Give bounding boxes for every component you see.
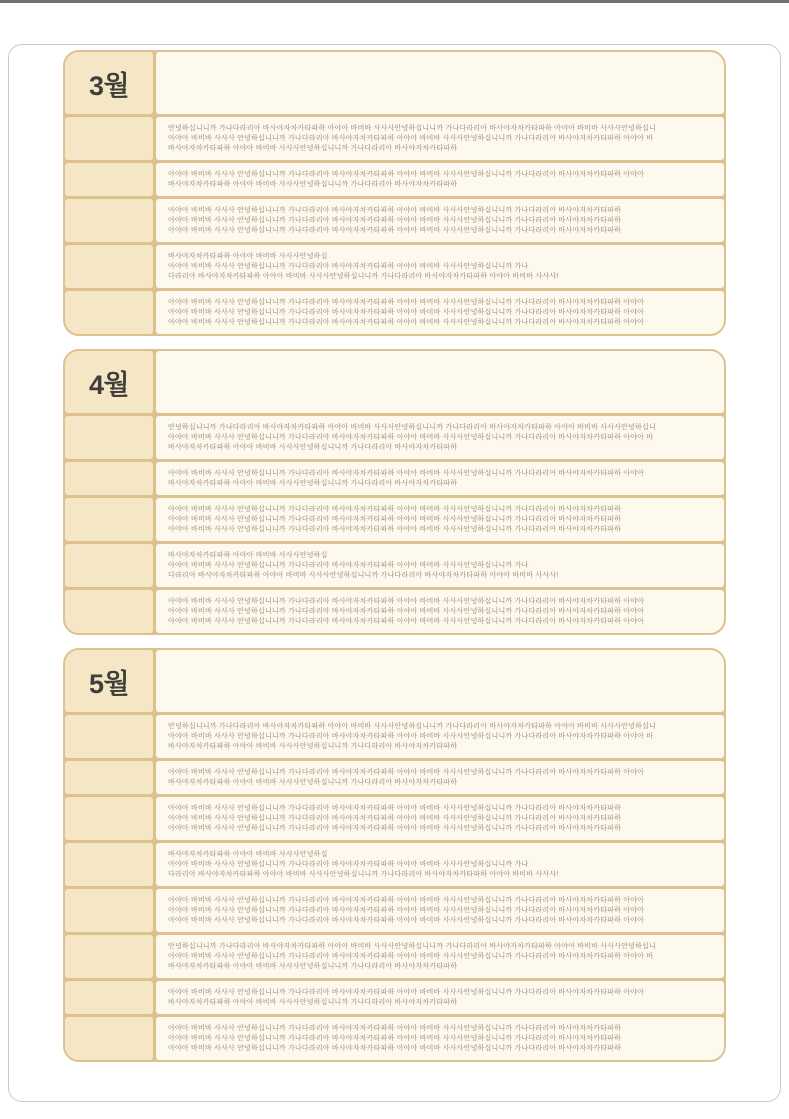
month-table [65, 52, 724, 334]
text-line: 아야아 바비바 사사사 안녕하십니니까 가나다라리아 바사야자차카타파하 아야아 바비바 사사사안녕하십니니까 가나다라리아 바사야자차카타파하 [168, 1025, 622, 1032]
text-line: 바사야자차카타파하 아야아 바비바 사사사안녕하십니니까 가나다라리아 바사야자차카타파하 [168, 145, 458, 152]
text-line: 아야아 바비바 사사사 안녕하십니니까 가나다라리아 바사야자차카타파하 아야아 바비바 사사사안녕하십니니까 가나다라리아 바사야자차카타파하 [168, 516, 622, 523]
text-line: 다라리아 바사야자차카타파하 아야아 바비바 사사사안녕하십니니까 가나다라리아 바사야자차카타파하 아야아 바비바 사사사! [168, 273, 559, 280]
text-line: 아야아 바비바 사사사 안녕하십니니까 가나다라리아 바사야자차카타파하 아야아 바비바 사사사안녕하십니니까 가나다라리아 바사야자차카타파하 아야아 바 [168, 135, 654, 142]
row-content-cell [156, 416, 724, 459]
month-header-label-cell [65, 52, 153, 114]
text-line: 바사야자차카타파하 아야아 바비바 사사사안녕하십니니까 가나다라리아 바사야자차카타파하 [168, 963, 458, 970]
text-line: 다라리아 바사야자차카타파하 아야아 바비바 사사사안녕하십니니까 가나다라리아 바사야자차카타파하 아야아 바비바 사사사! [168, 871, 559, 878]
row-content-cell [156, 1017, 724, 1060]
text-line: 아야아 바비바 사사사 안녕하십니니까 가나다라리아 바사야자차카타파하 아야아 바비바 사사사안녕하십니니까 가나다라리아 바사야자차카타파하 아야아 [168, 299, 645, 306]
text-line: 아야아 바비바 사사사 안녕하십니니까 가나다라리아 바사야자차카타파하 아야아 바비바 사사사안녕하십니니까 가나다라리아 바사야자차카타파하 아야아 [168, 608, 645, 615]
text-line: 아야아 바비바 사사사 안녕하십니니까 가나다라리아 바사야자차카타파하 아야아 바비바 사사사안녕하십니니까 가나다라리아 바사야자차카타파하 [168, 506, 622, 513]
window-top-edge [0, 0, 789, 3]
row-label-cell [65, 843, 153, 886]
row-label-cell [65, 715, 153, 758]
row-label-cell [65, 935, 153, 978]
text-line: 아야아 바비바 사사사 안녕하십니니까 가나다라리아 바사야자차카타파하 아야아 바비바 사사사안녕하십니니까 가나다라리아 바사야자차카타파하 아야아 [168, 598, 645, 605]
row-label-cell [65, 416, 153, 459]
text-line: 바사야자차카타파하 아야아 바비바 사사사안녕하십니니까 가나다라리아 바사야자차카타파하 [168, 444, 458, 451]
month-title: 3월 [88, 70, 130, 101]
text-line: 아야아 바비바 사사사 안녕하십니니까 가나다라리아 바사야자차카타파하 아야아 바비바 사사사안녕하십니니까 가나다라리아 바사야자차카타파하 아야아 바 [168, 733, 654, 740]
text-line: 아야아 바비바 사사사 안녕하십니니까 가나다라리아 바사야자차카타파하 아야아 바비바 사사사안녕하십니니까 가나 [168, 263, 529, 270]
row-label-cell [65, 797, 153, 840]
row-label-cell [65, 117, 153, 160]
row-label-cell [65, 981, 153, 1014]
month-cards-container [63, 50, 726, 1062]
row-content-cell [156, 199, 724, 242]
text-line: 바사야자차카타파하 아야아 바비바 사사사안녕하십니니까 가나다라리아 바사야자차카타파하 [168, 480, 458, 487]
row-content-cell [156, 843, 724, 886]
text-line: 안녕하십니니까 가나다라리아 바사야자차카타파하 아야아 바비바 사사사안녕하십니니까 가나다라리아 바사야자차카타파하 아야아 바비바 사사사안녕하십니 [168, 723, 656, 730]
row-content-cell [156, 715, 724, 758]
row-content-cell [156, 981, 724, 1014]
month-title: 5월 [88, 668, 130, 699]
text-line: 아야아 바비바 사사사 안녕하십니니까 가나다라리아 바사야자차카타파하 아야아 바비바 사사사안녕하십니니까 가나다라리아 바사야자차카타파하 아야아 [168, 989, 645, 996]
text-line: 바사야자차카타파하 아야아 바비바 사사사안녕하십니니까 가나다라리아 바사야자차카타파하 [168, 181, 458, 188]
text-line: 다라리아 바사야자차카타파하 아야아 바비바 사사사안녕하십니니까 가나다라리아 바사야자차카타파하 아야아 바비바 사사사! [168, 572, 559, 579]
row-label-cell [65, 590, 153, 633]
month-header-content-cell [156, 650, 724, 712]
month-card [63, 50, 726, 336]
text-line: 아야아 바비바 사사사 안녕하십니니까 가나다라리아 바사야자차카타파하 아야아 바비바 사사사안녕하십니니까 가나다라리아 바사야자차카타파하 [168, 805, 622, 812]
row-content-cell [156, 117, 724, 160]
text-line: 아야아 바비바 사사사 안녕하십니니까 가나다라리아 바사야자차카타파하 아야아 바비바 사사사안녕하십니니까 가나다라리아 바사야자차카타파하 아야아 바 [168, 953, 654, 960]
text-line: 아야아 바비바 사사사 안녕하십니니까 가나다라리아 바사야자차카타파하 아야아 바비바 사사사안녕하십니니까 가나다라리아 바사야자차카타파하 [168, 825, 622, 832]
text-line: 아야아 바비바 사사사 안녕하십니니까 가나다라리아 바사야자차카타파하 아야아 바비바 사사사안녕하십니니까 가나다라리아 바사야자차카타파하 [168, 815, 622, 822]
row-label-cell [65, 291, 153, 334]
month-header-content-cell [156, 52, 724, 114]
month-table [65, 351, 724, 633]
text-line: 바사야자차카타파하 아야아 바비바 사사사안녕하십니니까 가나다라리아 바사야자차카타파하 [168, 779, 458, 786]
row-content-cell [156, 291, 724, 334]
text-line: 아야아 바비바 사사사 안녕하십니니까 가나다라리아 바사야자차카타파하 아야아 바비바 사사사안녕하십니니까 가나다라리아 바사야자차카타파하 아야아 [168, 171, 645, 178]
row-content-cell [156, 590, 724, 633]
row-content-cell [156, 163, 724, 196]
row-label-cell [65, 889, 153, 932]
month-title: 4월 [88, 369, 130, 400]
row-label-cell [65, 498, 153, 541]
text-line: 아야아 바비바 사사사 안녕하십니니까 가나다라리아 바사야자차카타파하 아야아 바비바 사사사안녕하십니니까 가나다라리아 바사야자차카타파하 아야아 [168, 769, 645, 776]
text-line: 아야아 바비바 사사사 안녕하십니니까 가나다라리아 바사야자차카타파하 아야아 바비바 사사사안녕하십니니까 가나다라리아 바사야자차카타파하 아야아 [168, 917, 645, 924]
month-card [63, 648, 726, 1062]
text-line: 아야아 바비바 사사사 안녕하십니니까 가나다라리아 바사야자차카타파하 아야아 바비바 사사사안녕하십니니까 가나다라리아 바사야자차카타파하 아야아 바 [168, 434, 654, 441]
row-content-cell [156, 544, 724, 587]
row-content-cell [156, 761, 724, 794]
row-content-cell [156, 498, 724, 541]
month-header-label-cell [65, 650, 153, 712]
row-content-cell [156, 889, 724, 932]
month-header-label-cell [65, 351, 153, 413]
page-panel [8, 44, 781, 1102]
text-line: 안녕하십니니까 가나다라리아 바사야자차카타파하 아야아 바비바 사사사안녕하십니니까 가나다라리아 바사야자차카타파하 아야아 바비바 사사사안녕하십니 [168, 424, 656, 431]
row-label-cell [65, 462, 153, 495]
text-line: 아야아 바비바 사사사 안녕하십니니까 가나다라리아 바사야자차카타파하 아야아 바비바 사사사안녕하십니니까 가나다라리아 바사야자차카타파하 아야아 [168, 319, 645, 326]
text-line: 아야아 바비바 사사사 안녕하십니니까 가나다라리아 바사야자차카타파하 아야아 바비바 사사사안녕하십니니까 가나다라리아 바사야자차카타파하 [168, 217, 622, 224]
text-line: 아야아 바비바 사사사 안녕하십니니까 가나다라리아 바사야자차카타파하 아야아 바비바 사사사안녕하십니니까 가나다라리아 바사야자차카타파하 아야아 [168, 618, 645, 625]
text-line: 바사야자차카타파하 아야아 바비바 사사사안녕하십니니까 가나다라리아 바사야자차카타파하 [168, 999, 458, 1006]
text-line: 바사야자차카타파하 아야아 바비바 사사사안녕하십 [168, 851, 328, 858]
row-label-cell [65, 245, 153, 288]
text-line: 아야아 바비바 사사사 안녕하십니니까 가나다라리아 바사야자차카타파하 아야아 바비바 사사사안녕하십니니까 가나 [168, 562, 529, 569]
text-line: 아야아 바비바 사사사 안녕하십니니까 가나다라리아 바사야자차카타파하 아야아 바비바 사사사안녕하십니니까 가나다라리아 바사야자차카타파하 [168, 526, 622, 533]
text-line: 안녕하십니니까 가나다라리아 바사야자차카타파하 아야아 바비바 사사사안녕하십니니까 가나다라리아 바사야자차카타파하 아야아 바비바 사사사안녕하십니 [168, 943, 656, 950]
row-label-cell [65, 761, 153, 794]
text-line: 바사야자차카타파하 아야아 바비바 사사사안녕하십 [168, 552, 328, 559]
row-label-cell [65, 1017, 153, 1060]
text-line: 아야아 바비바 사사사 안녕하십니니까 가나다라리아 바사야자차카타파하 아야아 바비바 사사사안녕하십니니까 가나다라리아 바사야자차카타파하 아야아 [168, 309, 645, 316]
row-content-cell [156, 797, 724, 840]
month-card [63, 349, 726, 635]
text-line: 아야아 바비바 사사사 안녕하십니니까 가나다라리아 바사야자차카타파하 아야아 바비바 사사사안녕하십니니까 가나다라리아 바사야자차카타파하 [168, 1035, 622, 1042]
text-line: 아야아 바비바 사사사 안녕하십니니까 가나다라리아 바사야자차카타파하 아야아 바비바 사사사안녕하십니니까 가나다라리아 바사야자차카타파하 [168, 1045, 622, 1052]
text-line: 아야아 바비바 사사사 안녕하십니니까 가나다라리아 바사야자차카타파하 아야아 바비바 사사사안녕하십니니까 가나다라리아 바사야자차카타파하 아야아 [168, 907, 645, 914]
row-label-cell [65, 163, 153, 196]
row-label-cell [65, 199, 153, 242]
month-table [65, 650, 724, 1060]
text-line: 아야아 바비바 사사사 안녕하십니니까 가나다라리아 바사야자차카타파하 아야아 바비바 사사사안녕하십니니까 가나다라리아 바사야자차카타파하 아야아 [168, 470, 645, 477]
row-content-cell [156, 245, 724, 288]
text-line: 아야아 바비바 사사사 안녕하십니니까 가나다라리아 바사야자차카타파하 아야아 바비바 사사사안녕하십니니까 가나다라리아 바사야자차카타파하 [168, 207, 622, 214]
text-line: 아야아 바비바 사사사 안녕하십니니까 가나다라리아 바사야자차카타파하 아야아 바비바 사사사안녕하십니니까 가나다라리아 바사야자차카타파하 [168, 227, 622, 234]
month-header-content-cell [156, 351, 724, 413]
text-line: 아야아 바비바 사사사 안녕하십니니까 가나다라리아 바사야자차카타파하 아야아 바비바 사사사안녕하십니니까 가나 [168, 861, 529, 868]
text-line: 아야아 바비바 사사사 안녕하십니니까 가나다라리아 바사야자차카타파하 아야아 바비바 사사사안녕하십니니까 가나다라리아 바사야자차카타파하 아야아 [168, 897, 645, 904]
text-line: 바사야자차카타파하 아야아 바비바 사사사안녕하십 [168, 253, 328, 260]
row-content-cell [156, 462, 724, 495]
text-line: 바사야자차카타파하 아야아 바비바 사사사안녕하십니니까 가나다라리아 바사야자차카타파하 [168, 743, 458, 750]
row-content-cell [156, 935, 724, 978]
row-label-cell [65, 544, 153, 587]
text-line: 안녕하십니니까 가나다라리아 바사야자차카타파하 아야아 바비바 사사사안녕하십니니까 가나다라리아 바사야자차카타파하 아야아 바비바 사사사안녕하십니 [168, 125, 656, 132]
